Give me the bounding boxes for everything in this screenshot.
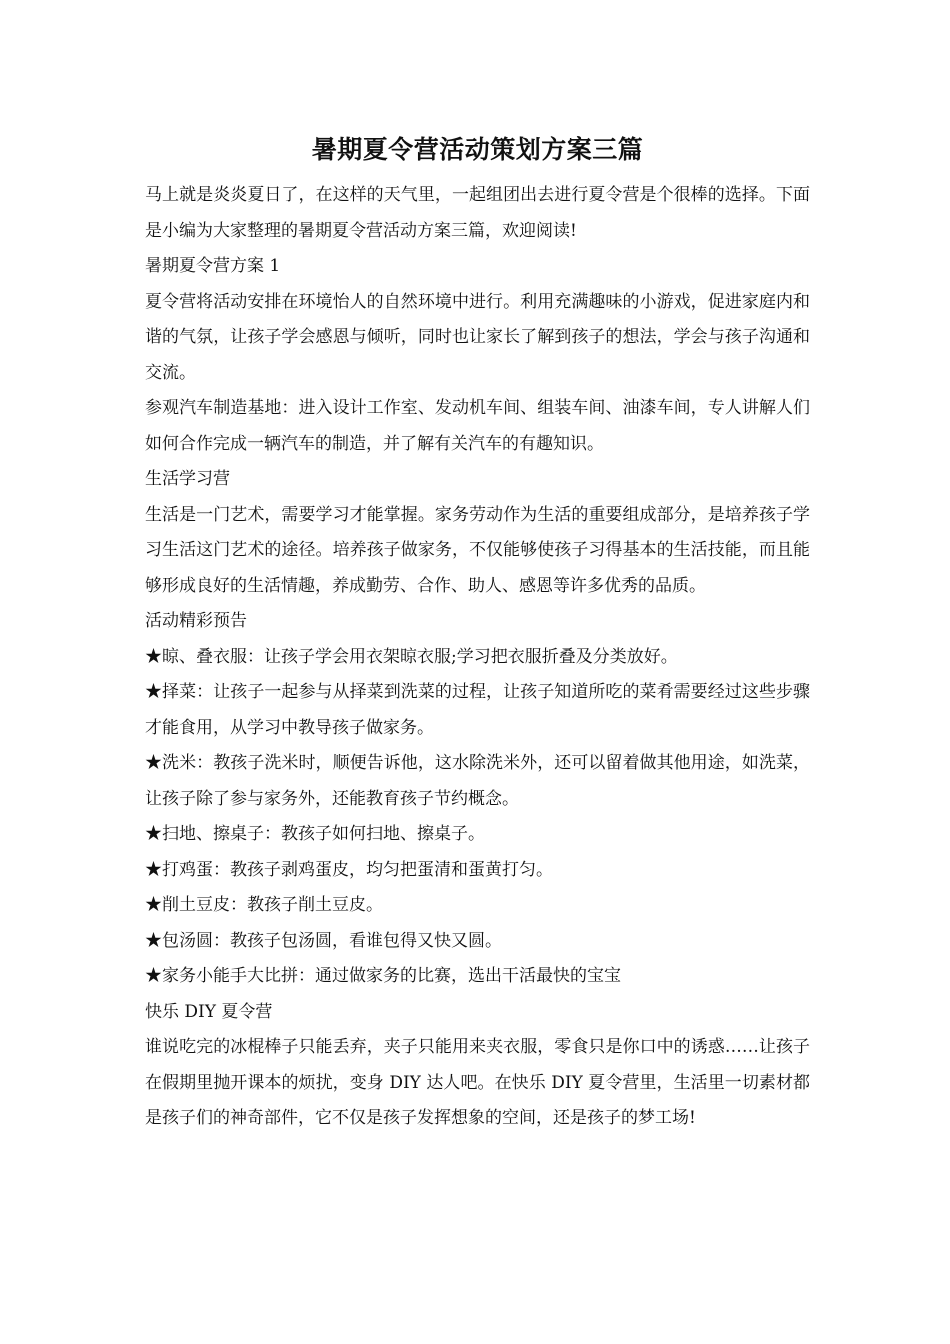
intro-paragraph: 马上就是炎炎夏日了，在这样的天气里，一起组团出去进行夏令营是个很棒的选择。下面是小编为大家整理的暑期夏令营活动方案三篇，欢迎阅读!	[145, 185, 810, 241]
activity-item: ★洗米：教孩子洗米时，顺便告诉他，这水除洗米外，还可以留着做其他用途，如洗菜，让孩子除了参与家务外，还能教育孩子节约概念。	[145, 753, 810, 809]
life-camp-paragraph: 生活是一门艺术，需要学习才能掌握。家务劳动作为生活的重要组成部分，是培养孩子学习生活这门艺术的途径。培养孩子做家务，不仅能够使孩子习得基本的生活技能，而且能够形成良好的生活情趣，养成勤劳、合作、助人、感恩等许多优秀的品质。	[145, 504, 810, 596]
diy-camp-paragraph: 谁说吃完的冰棍棒子只能丢弃，夹子只能用来夹衣服，零食只是你口中的诱惑……让孩子在假期里抛开课本的烦扰，变身 DIY 达人吧。在快乐 DIY 夏令营里，生活里一切素材都是孩子们的神奇部件，它不仅是孩子发挥想象的空间，还是孩子的梦工场!	[145, 1037, 810, 1128]
activity-item: ★择菜：让孩子一起参与从择菜到洗菜的过程，让孩子知道所吃的菜肴需要经过这些步骤才能食用，从学习中教导孩子做家务。	[145, 682, 810, 738]
activity-item: ★扫地、擦桌子：教孩子如何扫地、擦桌子。	[145, 824, 485, 844]
section-heading-activity-preview: 活动精彩预告	[145, 611, 247, 631]
document-title: 暑期夏令营活动策划方案三篇	[311, 135, 644, 164]
activity-item: ★削土豆皮：教孩子削土豆皮。	[145, 895, 383, 915]
section-heading-diy-camp: 快乐 DIY 夏令营	[145, 1001, 273, 1022]
document-page	[145, 128, 810, 1137]
activity-item: ★包汤圆：教孩子包汤圆，看谁包得又快又圆。	[145, 930, 502, 951]
activity-item: ★打鸡蛋：教孩子剥鸡蛋皮，均匀把蛋清和蛋黄打匀。	[145, 859, 553, 880]
plan-1-paragraph: 夏令营将活动安排在环境怡人的自然环境中进行。利用充满趣味的小游戏，促进家庭内和谐的气氛，让孩子学会感恩与倾听，同时也让家长了解到孩子的想法，学会与孩子沟通和交流。	[145, 291, 810, 383]
activity-item: ★晾、叠衣服：让孩子学会用衣架晾衣服;学习把衣服折叠及分类放好。	[145, 646, 678, 667]
car-factory-paragraph: 参观汽车制造基地：进入设计工作室、发动机车间、组装车间、油漆车间，专人讲解人们如何合作完成一辆汽车的制造，并了解有关汽车的有趣知识。	[145, 398, 810, 454]
document-body	[145, 178, 810, 1137]
section-heading-life-camp: 生活学习营	[145, 469, 230, 489]
section-heading-plan-1: 暑期夏令营方案 1	[145, 256, 281, 276]
activity-item: ★家务小能手大比拼：通过做家务的比赛，选出干活最快的宝宝	[145, 966, 621, 986]
